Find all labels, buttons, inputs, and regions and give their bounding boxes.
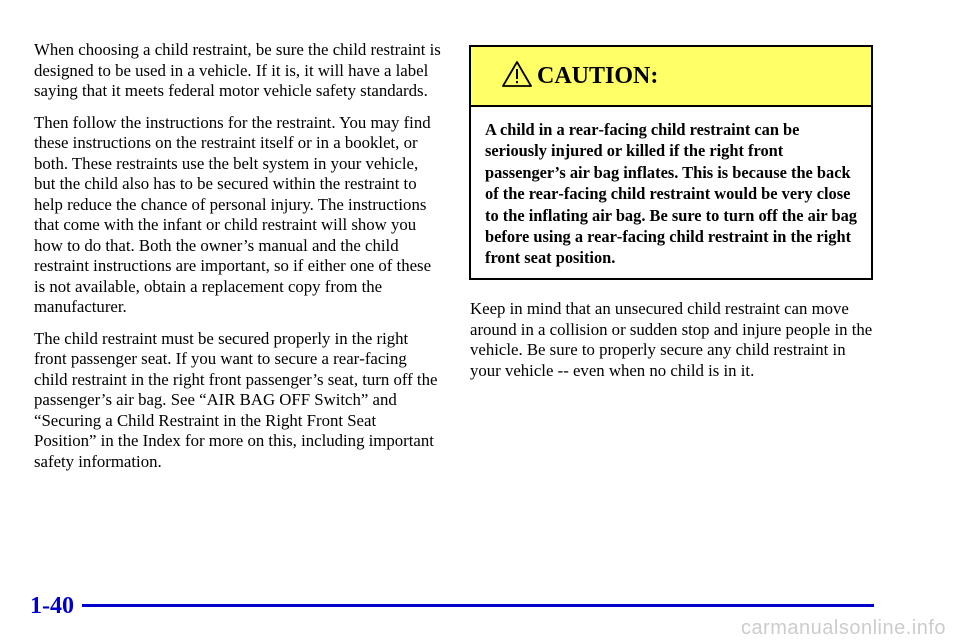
paragraph-follow-instructions: Then follow the instructions for the restraint. You may find these instructions on the restraint itself or in a booklet, or both. These restraints use the belt system in your vehicle, but the child also has to be secured within the restraint to help reduce the chance of personal injury. The instructions that come with the infant or child restraint will show you how to do that. Both the owner’s manual and the child restraint instructions are important, so if either one of these is not available, obtain a replacement copy from the manufacturer. (34, 112, 432, 316)
paragraph-secure-properly: The child restraint must be secured properly in the right front passenger seat. If you want to secure a rear‑facing child restraint in the right front passenger’s seat, turn off the passenger’s air bag. See “AIR BAG OFF Switch” and “Securing a Child Restraint in the Right Front Seat Position” in the Index for more on this, including important safety information. (34, 328, 438, 471)
watermark: carmanualsonline.info (740, 617, 946, 639)
page-number: 1-40 (30, 593, 74, 619)
caution-box (469, 45, 873, 280)
caution-body: A child in a rear‑facing child restraint can be seriously injured or killed if the right front passenger’s air bag inflates. This is because the back of the rear‑facing child restraint would be very close to the inflating air bag. Be sure to turn off the air bag before using a rear‑facing child restraint in the right front seat position. (485, 120, 857, 268)
warning-triangle-icon (501, 60, 533, 88)
paragraph-unsecured-restraint: Keep in mind that an unsecured child restraint can move around in a collision or sudden stop and injure people in the vehicle. Be sure to properly secure any child restraint in your vehicle -- even when no child is in it. (470, 299, 873, 380)
footer-rule (82, 604, 874, 607)
caution-header (471, 47, 871, 107)
right-column (470, 299, 880, 381)
paragraph-choosing-restraint: When choosing a child restraint, be sure the child restraint is designed to be used in a vehicle. If it is, it will have a label saying that it meets federal motor vehicle safety standards. (34, 40, 441, 100)
caution-title: CAUTION: (537, 63, 659, 89)
left-column (34, 40, 442, 483)
